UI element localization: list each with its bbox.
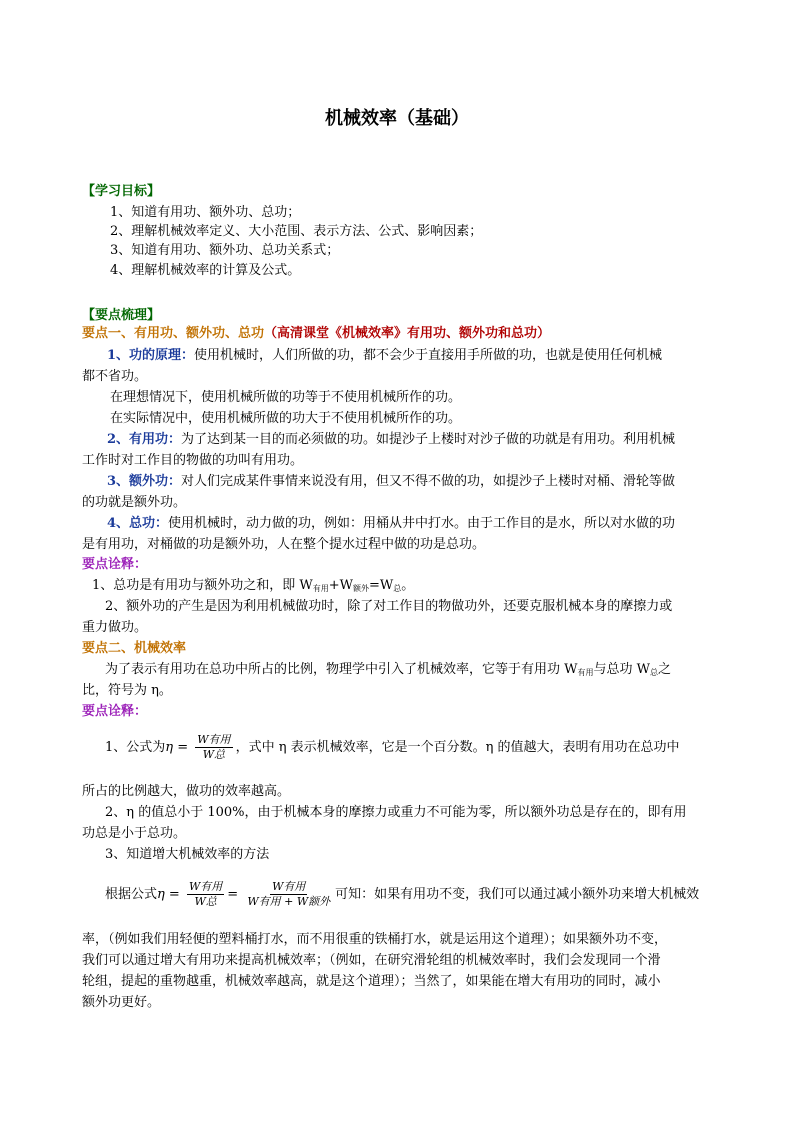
- formula2-fraction-b: $\frac{\text{W有用}}{\text{W有用 + W额外}}$: [247, 880, 331, 908]
- actual-text: 在实际情况中，使用机械所做的功大于不使用机械所作的功。: [110, 411, 462, 426]
- item2-text: 为了达到某一目的而必须做的功。如提沙子上楼时对沙子做的功就是有用功。利用机械: [181, 432, 676, 447]
- item4-label: 4、总功：: [107, 516, 169, 531]
- objective-item: 3、知道有用功、额外功、总功关系式；: [110, 243, 340, 258]
- eta-symbol: η =: [165, 740, 189, 755]
- point1-heading-line: [82, 324, 550, 344]
- page-title: 机械效率（基础）: [325, 108, 469, 129]
- item4-text: 使用机械时，动力做的功，例如：用桶从井中打水。由于工作目的是水，所以对水做的功: [168, 516, 676, 531]
- item1-label: 1、功的原理：: [107, 348, 195, 363]
- point2-heading: 要点二、机械效率: [82, 641, 187, 656]
- n3: 3、知道增大机械效率的方法: [105, 847, 270, 862]
- point2-intro-cont: 比，符号为 η。: [82, 683, 172, 698]
- outline-tag: 【要点梳理】: [82, 308, 161, 323]
- item1-text: 使用机械时，人们所做的功，都不会少于直接用手所做的功，也就是使用任何机械: [194, 348, 663, 363]
- note2: 2、额外功的产生是因为利用机械做功时，除了对工作目的物做功外，还要克服机械本身的摩擦力或: [105, 599, 673, 614]
- formula1-fraction: $\frac{\text{W有用}}{\text{W总}}$: [197, 733, 231, 761]
- item2-label: 2、有用功：: [107, 432, 182, 447]
- note2-cont: 重力做功。: [82, 620, 148, 635]
- point2-notes-label: 要点诠释：: [82, 704, 148, 719]
- item3-line: [107, 472, 675, 492]
- para-line: 率，（例如我们用轻便的塑料桶打水，而不用很重的铁桶打水，就是运用这个道理）；如果额外功不变，: [82, 932, 668, 947]
- item2-cont: 工作时对工作目的物做的功叫有用功。: [82, 453, 304, 468]
- item3-text: 对人们完成某件事情来说没有用，但又不得不做的功，如提沙子上楼时对桶、滑轮等做: [181, 474, 676, 489]
- item2-line: [107, 430, 675, 450]
- point1-notes-label: 要点诠释：: [82, 557, 148, 572]
- item3-label: 3、额外功：: [107, 474, 182, 489]
- point1-link[interactable]: （高清课堂《机械效率》有用功、额外功和总功）: [264, 326, 551, 341]
- n2-cont: 功总是小于总功。: [82, 826, 187, 841]
- note1: 1、总功是有用功与额外功之和，即 $W_{有用}+W_{额外}=W_总$。: [92, 578, 415, 593]
- item3-cont: 的功就是额外功。: [82, 495, 187, 510]
- formula1-line: 1、公式为η = $\frac{\text{W有用}}{\text{W总}}$ ，式中 η 表示机械效率，它是一个百分数。η 的值越大，表明有用功在总功中: [105, 733, 680, 761]
- para-line: 我们可以通过增大有用功来提高机械效率；（例如，在研究滑轮组的机械效率时，我们会发现同一个滑: [82, 953, 661, 968]
- n2: 2、η 的值总小于 100%，由于机械本身的摩擦力或重力不可能为零，所以额外功总是存在的，即有用: [105, 805, 687, 820]
- objective-item: 4、理解机械效率的计算及公式。: [110, 263, 301, 278]
- point2-intro: 为了表示有用功在总功中所占的比例，物理学中引入了机械效率，它等于有用功 $W_{有用}$与总功 $W_总$之: [105, 662, 672, 677]
- item1-cont: 都不省功。: [82, 369, 148, 384]
- item4-line: [107, 514, 675, 534]
- ideal-text: 在理想情况下，使用机械所做的功等于不使用机械所作的功。: [110, 390, 462, 405]
- para-line: 轮组，提起的重物越重，机械效率越高，就是这个道理）；当然了，如果能在增大有用功的同时，减小: [82, 974, 661, 989]
- objective-item: 1、知道有用功、额外功、总功；: [110, 205, 301, 220]
- para-line: 额外功更好。: [82, 995, 161, 1010]
- point1-heading: 要点一、有用功、额外功、总功: [82, 326, 265, 341]
- objectives-tag: 【学习目标】: [82, 184, 161, 199]
- item1-line: [107, 346, 662, 366]
- formula2-line: 根据公式η = $\frac{\text{W有用}}{\text{W总}}$ = $\frac{\text{W有用}}{\text{W有用 + W额外}}$ 可知：如果有用功不变，我们可以通过减小额外功来增大机械效: [105, 880, 700, 908]
- formula2-fraction-a: $\frac{\text{W有用}}{\text{W总}}$: [188, 880, 223, 908]
- item4-cont: 是有用功，对桶做的功是额外功，人在整个提水过程中做的功是总功。: [82, 537, 486, 552]
- formula1-cont: 所占的比例越大，做功的效率越高。: [82, 784, 291, 799]
- objective-item: 2、理解机械效率定义、大小范围、表示方法、公式、影响因素；: [110, 224, 483, 239]
